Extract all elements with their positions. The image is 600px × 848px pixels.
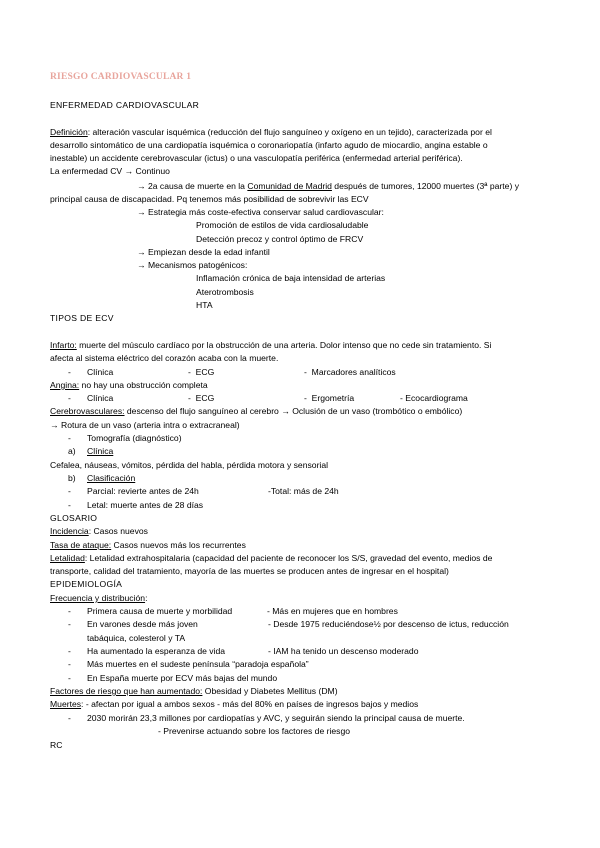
letalidad-line-2: transporte, calidad del tratamiento, mayoría de las muertes se producen antes de ingresar en el hospital) xyxy=(50,566,449,576)
bullet-marker: - xyxy=(68,486,71,496)
bullet-marker: - xyxy=(304,367,307,377)
infarto-line-1 xyxy=(50,339,491,351)
enfermedad-cv-line: La enfermedad CV → Continuo xyxy=(50,166,170,176)
freq-item-right: - IAM ha tenido un descenso moderado xyxy=(268,646,419,656)
section-heading-glosario: GLOSARIO xyxy=(50,513,98,523)
frecuencia-line xyxy=(50,592,147,604)
mecanismo-item: Aterotrombosis xyxy=(196,287,254,297)
freq-item: Ha aumentado la esperanza de vida xyxy=(87,646,226,656)
list-marker-b: b) xyxy=(68,473,76,483)
total-line: -Total: más de 24h xyxy=(268,486,339,496)
angina-label: Angina: xyxy=(50,380,80,390)
bullet-marker: - xyxy=(68,500,71,510)
mecanismo-item: Inflamación crónica de baja intensidad de arterias xyxy=(196,273,386,283)
tasa-text: Casos nuevos más los recurrentes xyxy=(111,540,246,550)
infarto-item: ECG xyxy=(195,367,215,377)
letalidad-label: Letalidad xyxy=(50,553,85,563)
section-heading-epidemiologia: EPIDEMIOLOGÍA xyxy=(50,579,123,589)
definicion-label: Definición xyxy=(50,127,88,137)
letalidad-text-1: : Letalidad extrahospitalaria (capacidad del paciente de reconocer los S/S, gravedad del evento, medios de xyxy=(84,553,493,563)
angina-text: no hay una obstrucción completa xyxy=(79,380,208,390)
infarto-text-1: muerte del músculo cardíaco por la obstrucción de una arteria. Dolor intenso que no cede sin tratamiento. Si xyxy=(76,340,492,350)
frecuencia-label: Frecuencia y distribución xyxy=(50,593,146,603)
muertes-line xyxy=(50,698,418,710)
bullet-marker: - xyxy=(68,646,71,656)
letalidad-line-1 xyxy=(50,552,492,564)
bullet-marker: - xyxy=(68,713,71,723)
bullet-marker: - xyxy=(68,673,71,683)
proyeccion-line: 2030 morirán 23,3 millones por cardiopatías y AVC, y seguirán siendo la principal causa de muerte. xyxy=(87,713,465,723)
cerebro-label: Cerebrovasculares: xyxy=(50,406,125,416)
angina-item-eco xyxy=(400,392,468,404)
muertes-label: Muertes xyxy=(50,699,82,709)
causa-pre: → 2a causa de muerte en la xyxy=(137,181,248,191)
empiezan-line: → Empiezan desde la edad infantil xyxy=(137,247,270,257)
infarto-item-marcadores xyxy=(304,366,396,378)
section-heading-tipos: TIPOS DE ECV xyxy=(50,313,114,323)
infarto-label: Infarto: xyxy=(50,340,77,350)
letal-line: Letal: muerte antes de 28 días xyxy=(87,500,204,510)
bullet-marker: - xyxy=(68,393,71,403)
freq-item: En España muerte por ECV más bajas del mundo xyxy=(87,673,278,683)
definicion-line-3: inestable) un accidente cerebrovascular (ictus) o una vasculopatía periférica (enfermedad arterial periférica). xyxy=(50,153,463,163)
cerebro-line xyxy=(50,405,462,417)
angina-item-ergometria xyxy=(304,392,354,404)
freq-item: Primera causa de muerte y morbilidad xyxy=(87,606,233,616)
deteccion-line: Detección precoz y control óptimo de FRCV xyxy=(196,234,364,244)
angina-item: Ergometría xyxy=(311,393,355,403)
factores-text: Obesidad y Diabetes Mellitus (DM) xyxy=(202,686,338,696)
parcial-line: Parcial: revierte antes de 24h xyxy=(87,486,199,496)
rotura-line: → Rotura de un vaso (arteria intra o extracraneal) xyxy=(50,420,240,430)
freq-item: Más muertes en el sudeste península “paradoja española” xyxy=(87,659,309,669)
clasificacion-heading: Clasificación xyxy=(87,473,136,483)
mecanismo-item: HTA xyxy=(196,300,213,310)
tasa-line xyxy=(50,539,246,551)
muertes-text: : - afectan por igual a ambos sexos - más del 80% en países de ingresos bajos y medios xyxy=(81,699,419,709)
definicion-line-2: desarrollo sintomático de una cardiopatía isquémica o coronariopatía (infarto agudo de miocardio, angina estable o xyxy=(50,140,488,150)
tomografia-line: Tomografía (diagnóstico) xyxy=(87,433,182,443)
incidencia-label: Incidencia xyxy=(50,526,89,536)
cerebro-text: descenso del flujo sanguíneo al cerebro → Oclusión de un vaso (trombótico o embólico) xyxy=(124,406,463,416)
freq-item: En varones desde más joven xyxy=(87,619,198,629)
angina-item: Clínica xyxy=(87,393,114,403)
section-heading-enfermedad: ENFERMEDAD CARDIOVASCULAR xyxy=(50,100,200,110)
definicion-text-1: : alteración vascular isquémica (reducción del flujo sanguíneo y oxígeno en un tejido), caracterizada por el xyxy=(87,127,492,137)
causa-line-1 xyxy=(137,180,519,192)
infarto-item: Marcadores analíticos xyxy=(311,367,396,377)
freq-item-right: - Desde 1975 reduciéndose½ por descenso de ictus, reducción xyxy=(268,619,509,629)
incidencia-line xyxy=(50,525,148,537)
bullet-marker: - xyxy=(68,433,71,443)
bullet-marker: - xyxy=(304,393,307,403)
bullet-marker: - xyxy=(68,619,71,629)
incidencia-text: : Casos nuevos xyxy=(88,526,148,536)
causa-post: después de tumores, 12000 muertes (3ª parte) y xyxy=(331,181,520,191)
factores-label: Factores de riesgo que han aumentado: xyxy=(50,686,203,696)
rc-label: RC xyxy=(50,740,63,750)
bullet-marker: - xyxy=(188,393,191,403)
angina-line xyxy=(50,379,208,391)
causa-line-2: principal causa de discapacidad. Pq tenemos más posibilidad de sobrevivir las ECV xyxy=(50,194,369,204)
infarto-item-ecg xyxy=(188,366,214,378)
angina-item-ecg xyxy=(188,392,214,404)
document-title: RIESGO CARDIOVASCULAR 1 xyxy=(50,72,192,82)
mecanismos-line: → Mecanismos patogénicos: xyxy=(137,260,248,270)
bullet-marker: - xyxy=(68,606,71,616)
definicion-line-1 xyxy=(50,126,492,138)
promocion-line: Promoción de estilos de vida cardiosaludable xyxy=(196,220,369,230)
frecuencia-colon: : xyxy=(145,593,148,603)
freq-item-right: - Más en mujeres que en hombres xyxy=(267,606,398,616)
angina-item: Ecocardiograma xyxy=(405,393,468,403)
factores-line xyxy=(50,685,338,697)
bullet-marker: - xyxy=(400,393,403,403)
freq-item: tabáquica, colesterol y TA xyxy=(87,633,186,643)
bullet-marker: - xyxy=(68,367,71,377)
infarto-item: Clínica xyxy=(87,367,114,377)
angina-item: ECG xyxy=(195,393,215,403)
causa-link: Comunidad de Madrid xyxy=(247,181,332,191)
tasa-label: Tasa de ataque: xyxy=(50,540,112,550)
bullet-marker: - xyxy=(68,659,71,669)
clinica-heading: Clínica xyxy=(87,446,114,456)
prevenirse-line: - Prevenirse actuando sobre los factores de riesgo xyxy=(158,726,351,736)
estrategia-line: → Estrategia más coste-efectiva conservar salud cardiovascular: xyxy=(137,207,384,217)
infarto-line-2: afecta al sistema eléctrico del corazón acaba con la muerte. xyxy=(50,353,279,363)
sintomas-line: Cefalea, náuseas, vómitos, pérdida del habla, pérdida motora y sensorial xyxy=(50,460,329,470)
bullet-marker: - xyxy=(188,367,191,377)
list-marker-a: a) xyxy=(68,446,76,456)
